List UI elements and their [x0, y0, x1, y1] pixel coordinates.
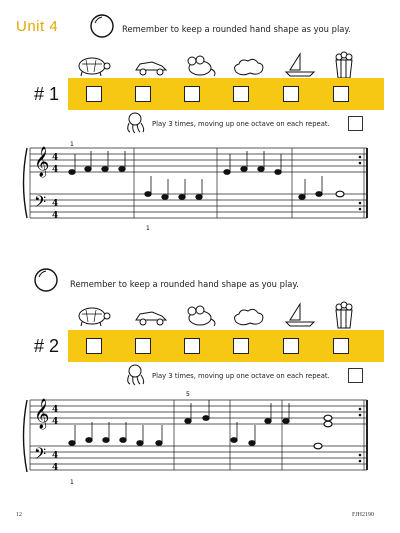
exercise-number: # 1	[34, 84, 60, 104]
reminder-text: Remember to keep a rounded hand shape as you play.	[70, 279, 299, 289]
practice-checkbox[interactable]	[333, 86, 349, 102]
svg-text:4: 4	[52, 211, 59, 221]
repeat-checkbox[interactable]	[348, 368, 363, 383]
svg-text:4: 4	[52, 417, 59, 427]
bass-clef: 𝄢	[34, 193, 47, 215]
book-code: FJH2190	[352, 512, 375, 518]
turtle-icon	[79, 58, 110, 76]
treble-clef: 𝄞	[34, 399, 50, 429]
finger-number: 1	[146, 225, 150, 232]
svg-text:4: 4	[52, 405, 59, 415]
tempo-icons-row	[72, 50, 372, 78]
repeat-checkbox[interactable]	[348, 116, 363, 131]
grand-staff	[22, 392, 382, 492]
car-icon	[136, 312, 166, 325]
svg-text:4: 4	[52, 463, 59, 473]
cloud-icon	[235, 309, 263, 324]
bubble-icon	[88, 12, 116, 40]
practice-checkbox[interactable]	[135, 86, 151, 102]
page-number: 12	[16, 512, 22, 518]
bubble-icon	[32, 266, 60, 294]
octopus-icon	[124, 364, 146, 386]
sailboat-icon	[286, 304, 314, 326]
reminder-text: Remember to keep a rounded hand shape as you play.	[122, 24, 351, 34]
finger-number: 1	[70, 479, 74, 486]
unit-title: Unit 4	[16, 18, 59, 35]
practice-checkbox[interactable]	[333, 338, 349, 354]
octopus-icon	[124, 112, 146, 134]
repeat-instruction: Play 3 times, moving up one octave on each repeat.	[152, 120, 330, 128]
svg-text:4: 4	[52, 153, 59, 163]
sailboat-icon	[286, 54, 314, 76]
practice-checkbox[interactable]	[86, 86, 102, 102]
grand-staff	[22, 138, 382, 234]
bass-clef: 𝄢	[34, 445, 47, 467]
popcorn-icon	[336, 302, 352, 328]
car-icon	[136, 62, 166, 75]
practice-checkbox[interactable]	[135, 338, 151, 354]
tempo-icons-row	[72, 300, 372, 330]
exercise-number: # 2	[34, 336, 60, 356]
practice-checkbox[interactable]	[233, 338, 249, 354]
mouse-icon	[188, 306, 215, 326]
repeat-instruction: Play 3 times, moving up one octave on each repeat.	[152, 372, 330, 380]
popcorn-icon	[336, 52, 352, 78]
turtle-icon	[79, 308, 110, 326]
brace	[24, 400, 28, 472]
practice-checkbox[interactable]	[233, 86, 249, 102]
practice-checkbox[interactable]	[184, 86, 200, 102]
practice-checkbox[interactable]	[184, 338, 200, 354]
finger-number: 5	[186, 391, 190, 398]
finger-number: 1	[70, 141, 74, 148]
mouse-icon	[188, 56, 215, 76]
practice-checkbox[interactable]	[86, 338, 102, 354]
practice-checkbox[interactable]	[283, 338, 299, 354]
practice-checkbox[interactable]	[283, 86, 299, 102]
treble-clef: 𝄞	[34, 147, 50, 177]
svg-text:4: 4	[52, 451, 59, 461]
cloud-icon	[235, 59, 263, 74]
svg-text:4: 4	[52, 199, 59, 209]
brace	[24, 148, 28, 218]
svg-text:4: 4	[52, 165, 59, 175]
